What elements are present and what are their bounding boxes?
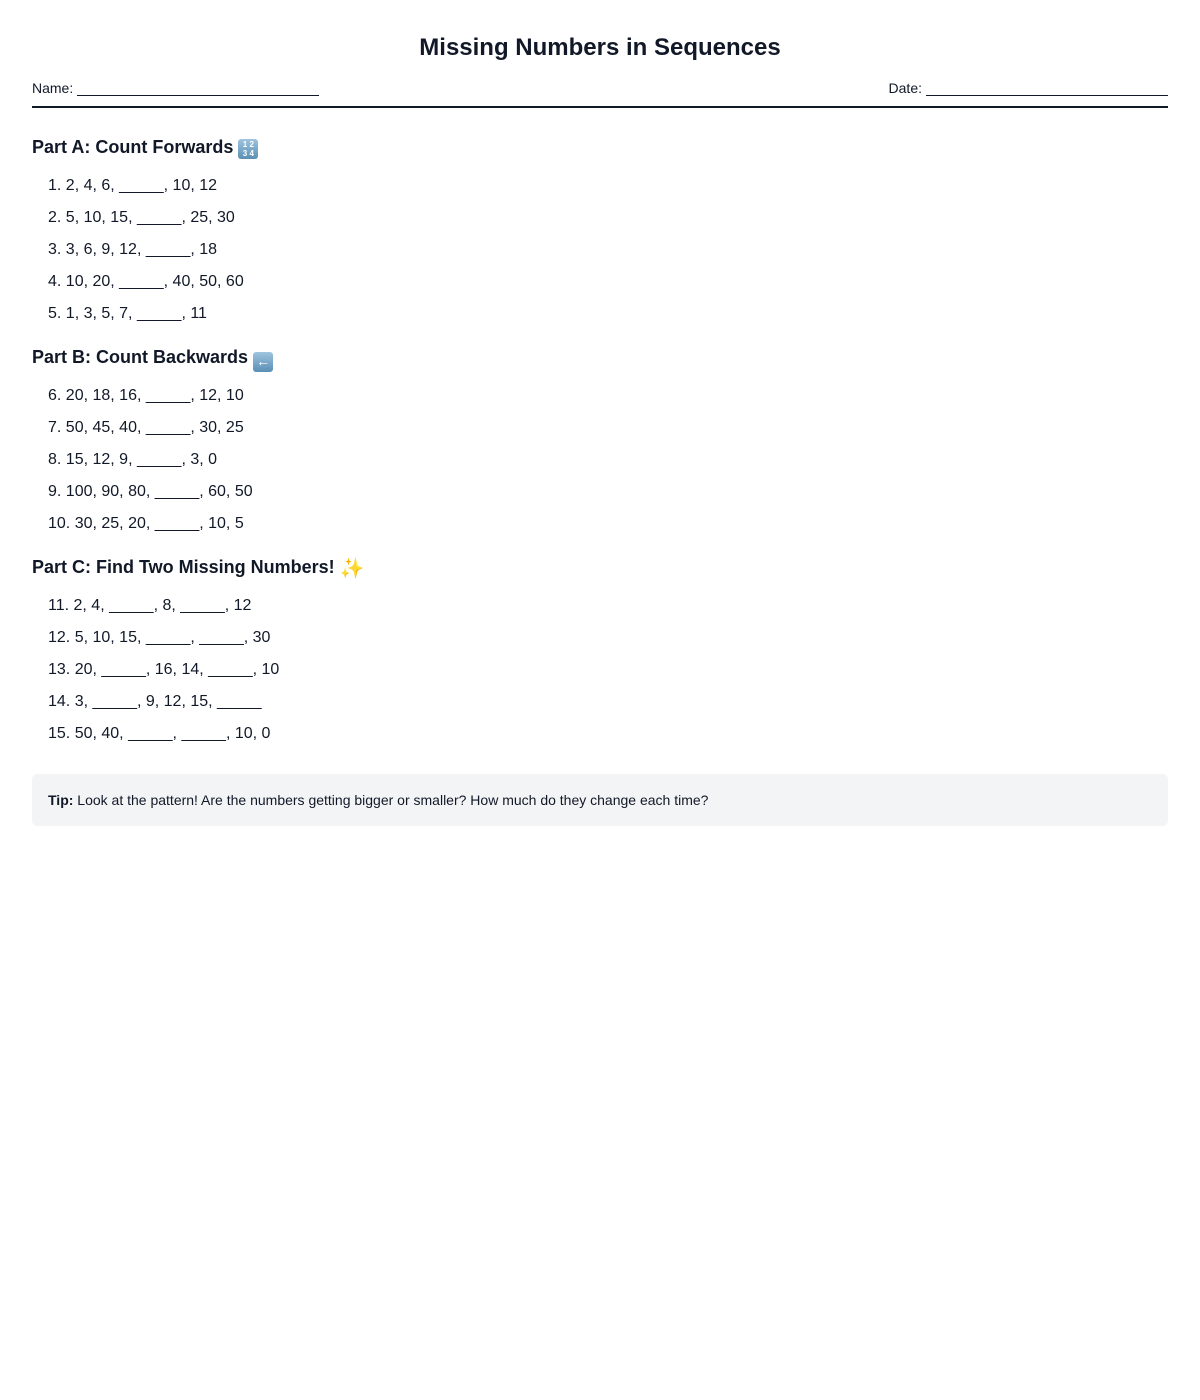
part-c-title-text: Part C: Find Two Missing Numbers! xyxy=(32,557,335,577)
date-field xyxy=(889,80,1168,96)
part-a-section xyxy=(32,132,1168,336)
part-a-problem-list xyxy=(32,176,1168,336)
problem-item: 1. 2, 4, 6, _____, 10, 12 xyxy=(48,177,218,194)
problem-item: 4. 10, 20, _____, 40, 50, 60 xyxy=(48,273,244,290)
tip-box xyxy=(32,774,1168,826)
problem-item: 14. 3, _____, 9, 12, 15, _____ xyxy=(48,693,262,710)
part-c-section xyxy=(32,552,1168,756)
problem-item: 12. 5, 10, 15, _____, _____, 30 xyxy=(48,629,271,646)
part-b-section xyxy=(32,342,1168,546)
part-a-title-text: Part A: Count Forwards xyxy=(32,137,234,157)
part-b-title-text: Part B: Count Backwards xyxy=(32,347,249,367)
problem-item: 8. 15, 12, 9, _____, 3, 0 xyxy=(48,451,218,468)
part-c-title xyxy=(32,552,1168,582)
problem-item: 15. 50, 40, _____, _____, 10, 0 xyxy=(48,725,271,742)
problem-item: 13. 20, _____, 16, 14, _____, 10 xyxy=(48,661,280,678)
part-a-title xyxy=(32,132,1168,162)
name-label: Name: xyxy=(32,80,74,96)
problem-item: 2. 5, 10, 15, _____, 25, 30 xyxy=(48,209,235,226)
date-blank-line[interactable] xyxy=(926,80,1168,96)
input-numbers-icon: 1 2 3 4 xyxy=(238,139,258,159)
date-label: Date: xyxy=(888,80,922,96)
problem-item: 3. 3, 6, 9, 12, _____, 18 xyxy=(48,241,218,258)
page-title: Missing Numbers in Sequences xyxy=(419,34,781,61)
problem-item: 6. 20, 18, 16, _____, 12, 10 xyxy=(48,387,244,404)
sparkles-icon: ✨ xyxy=(339,558,365,580)
problem-item: 5. 1, 3, 5, 7, _____, 11 xyxy=(48,305,207,322)
tip-text: Look at the pattern! Are the numbers getting bigger or smaller? How much do they change each time? xyxy=(73,792,709,808)
problem-item: 11. 2, 4, _____, 8, _____, 12 xyxy=(48,597,252,614)
problem-item: 10. 30, 25, 20, _____, 10, 5 xyxy=(48,515,244,532)
problem-item: 9. 100, 90, 80, _____, 60, 50 xyxy=(48,483,253,500)
name-date-row xyxy=(32,80,1168,108)
problem-item: 7. 50, 45, 40, _____, 30, 25 xyxy=(48,419,244,436)
part-b-problem-list xyxy=(32,386,1168,546)
name-blank-line[interactable] xyxy=(77,80,319,96)
part-c-problem-list xyxy=(32,596,1168,756)
left-arrow-icon: ← xyxy=(253,352,273,372)
part-b-title xyxy=(32,342,1168,372)
tip-label: Tip: xyxy=(48,792,74,808)
name-field xyxy=(32,80,319,96)
